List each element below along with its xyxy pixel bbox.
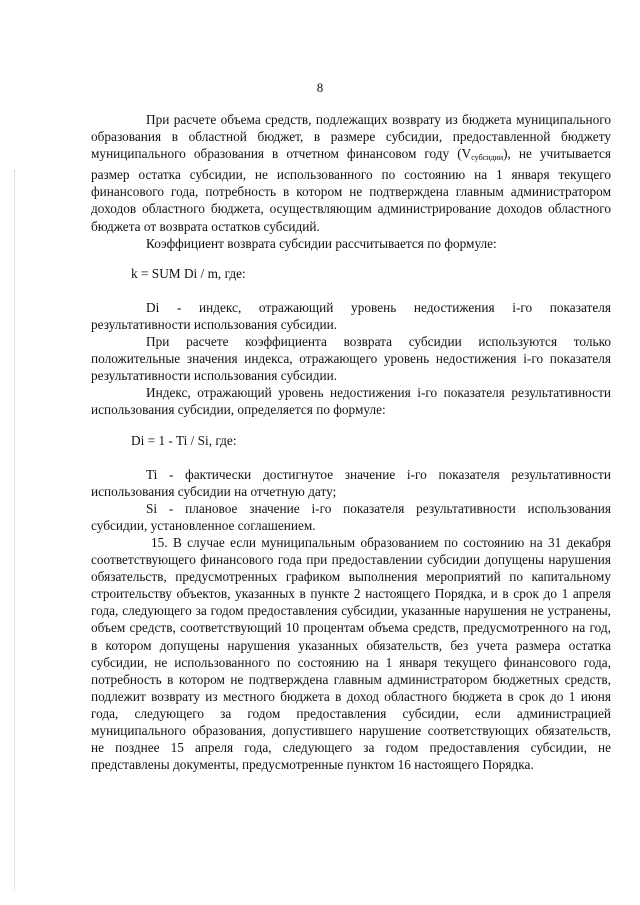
paragraph-si-definition: Si - плановое значение i-го показателя результативности использования субсидии, установленное соглашением.: [91, 500, 611, 533]
document-body: [91, 111, 611, 773]
formula-index: Di = 1 - Ti / Si, где:: [131, 432, 237, 448]
subscript-subsidy: субсидии: [471, 153, 504, 163]
paragraph-item-15: 15. В случае если муниципальным образованием по состоянию на 31 декабря соответствующего финансового года при предоставлении субсидии допущены нарушения обязательств, предусмотренных графиком выполнения мероприятий по капитальному строительству объектов, указанных в пункте 2 настоящего Порядка, и в срок до 1 апреля года, следующего за годом предоставления субсидии, указанные нарушения не устранены, объем средств, соответствующий 10 процентам объема средств, предусмотренного на год, в котором допущены нарушения указанных обязательств, без учета размера остатка субсидии, не использованного по состоянию на 1 января текущего финансового года, потребность в котором не подтверждена главным администратором бюджетных средств, подлежит возврату из местного бюджета в доход областного бюджета в срок до 1 июня года, следующего за годом предоставления субсидии, если администрацией муниципального образования, допустившего нарушение соответствующих обязательств, не позднее 15 апреля года, следующего за годом предоставления субсидии, не представлены документы, предусмотренные пунктом 16 настоящего Порядка.: [91, 534, 611, 773]
formula-coefficient: k = SUM Di / m, где:: [131, 265, 246, 281]
paragraph-positive-values: При расчете коэффициента возврата субсидии используются только положительные значения индекса, отражающего уровень недостижения i-го показателя результативности использования субсидии.: [91, 334, 611, 384]
page-number: 8: [316, 80, 324, 95]
scan-edge-marks: [14, 170, 17, 890]
paragraph-di-definition: Di - индекс, отражающий уровень недостижения i-го показателя результативности использования субсидии.: [91, 299, 611, 332]
paragraph-coefficient-intro: Коэффициент возврата субсидии рассчитывается по формуле:: [146, 235, 497, 251]
paragraph-return-volume: [91, 111, 611, 235]
paragraph-index-intro: Индекс, отражающий уровень недостижения i-го показателя результативности использования субсидии, определяется по формуле:: [91, 385, 611, 418]
paragraph-text-part: При расчете объема средств, подлежащих возврату из бюджета муниципального образования в областной бюджет, в размере субсидии, предоставленной бюджету муниципального образования в отчетном финансовом году (V: [91, 112, 611, 162]
paragraph-text-part: ), не учитывается размер остатка субсидии, не использованного по состоянию на 1 января текущего финансового года, потребность в котором не подтверждена главным администратором доходов областного бюджета, осуществляющим администрирование доходов областного бюджета от возврата остатков субсидий.: [91, 146, 611, 234]
paragraph-ti-definition: Ti - фактически достигнутое значение i-го показателя результативности использования субсидии на отчетную дату;: [91, 466, 611, 499]
